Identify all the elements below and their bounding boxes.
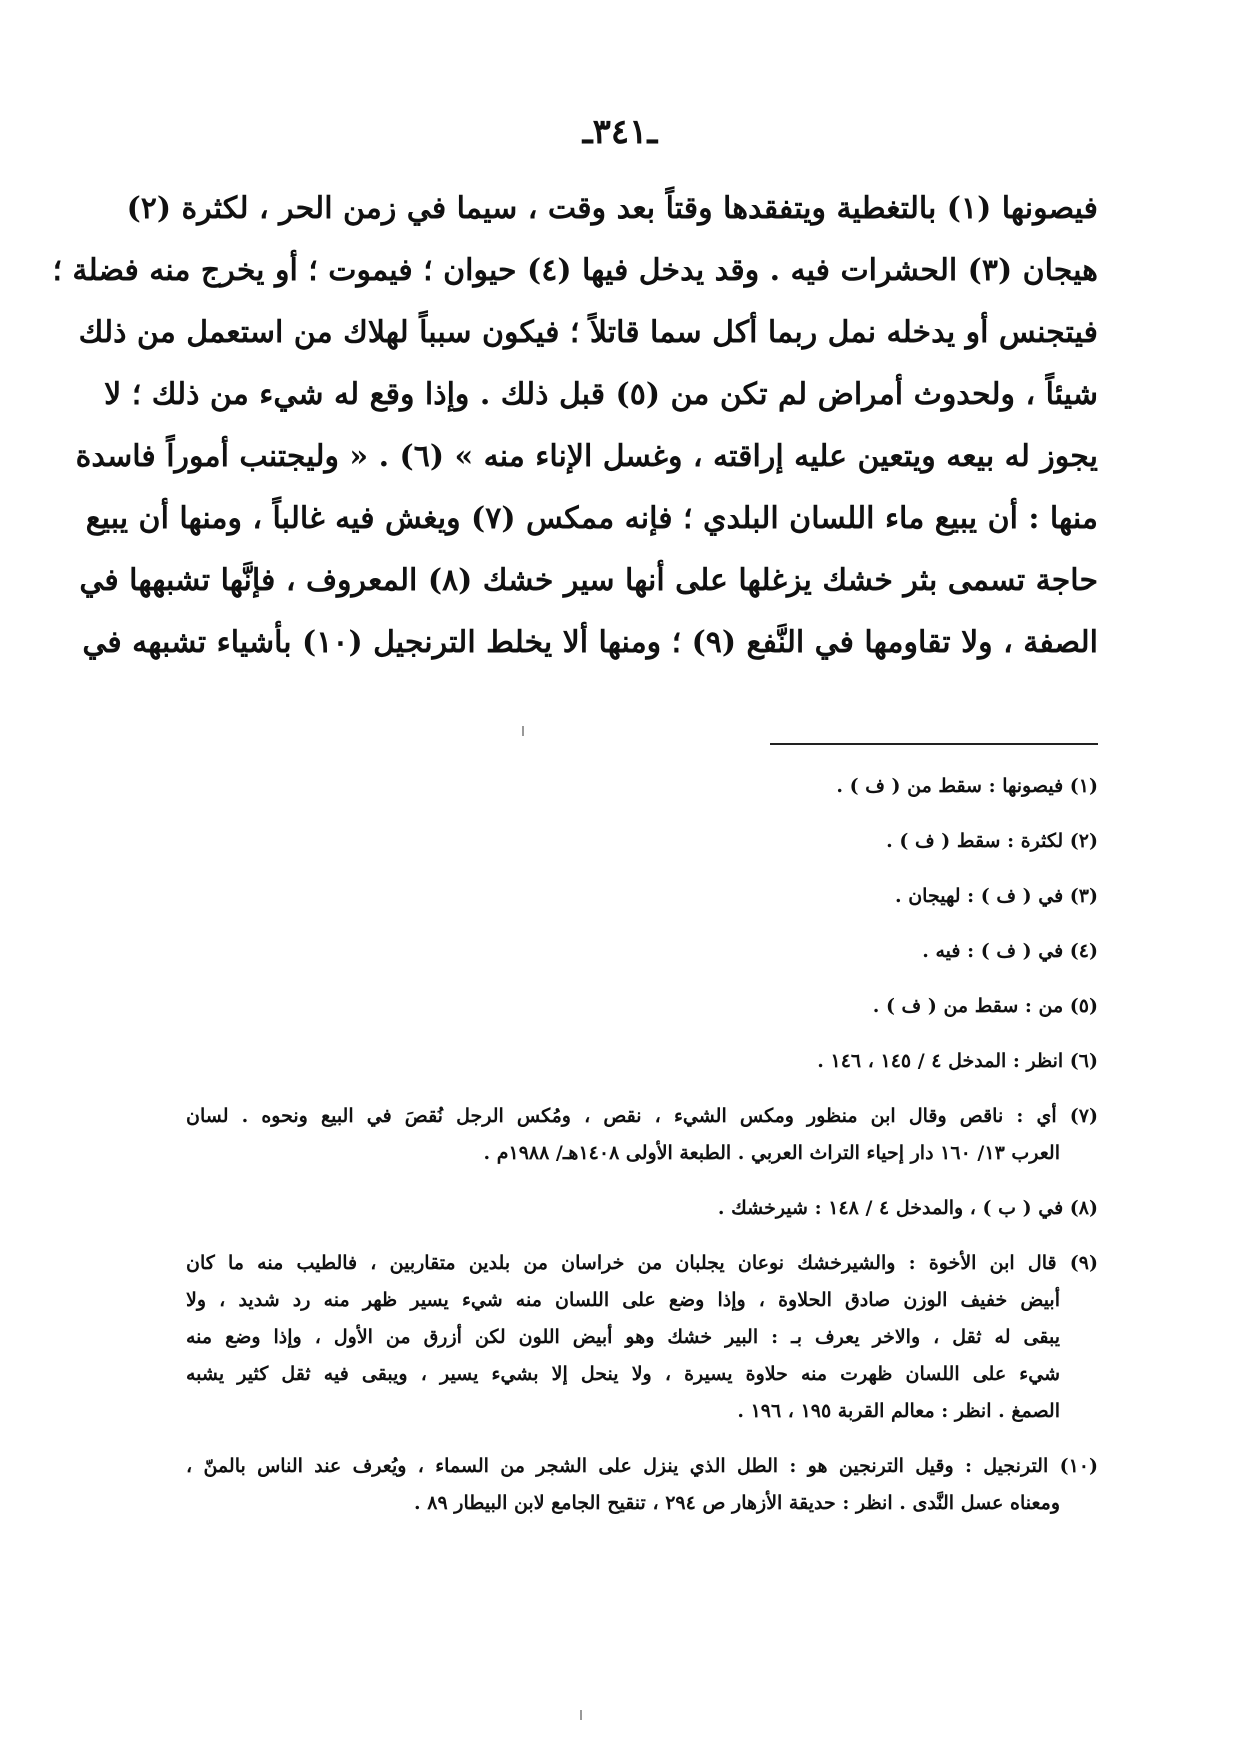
footnote-line: (١) فيصونها : سقط من ( ف ) .	[836, 775, 1098, 797]
main-text	[52, 178, 1098, 674]
text-line: فيتجنس أو يدخله نمل ربما أكل سما قاتلاً ؛ فيكون سبباً لهلاك من استعمل من ذلك	[78, 315, 1098, 350]
footnote-7	[186, 1098, 1098, 1172]
footnote-line: يبقى له ثقل ، والاخر يعرف بـ : البير خشك وهو أبيض اللون لكن أزرق من الأول ، وإذا وضع منه	[186, 1326, 1060, 1348]
footnote-4	[186, 933, 1098, 970]
footnote-line: العرب ١٣/ ١٦٠ دار إحياء التراث العربي . الطبعة الأولى ١٤٠٨هـ/ ١٩٨٨م .	[483, 1142, 1060, 1164]
footnote-line: (٩) قال ابن الأخوة : والشيرخشك نوعان يجلبان من خراسان من بلدين متقاربين ، فالطيب منه ما كان	[186, 1252, 1098, 1274]
text-line: فيصونها (١) بالتغطية ويتفقدها وقتاً بعد وقت ، سيما في زمن الحر ، لكثرة (٢)	[126, 191, 1098, 226]
footnote-line: (٧) أي : ناقص وقال ابن منظور ومكس الشيء ، نقص ، ومُكس الرجل نُقصَ في البيع ونحوه . لسان	[186, 1105, 1098, 1127]
footnote-line: (٢) لكثرة : سقط ( ف ) .	[886, 830, 1098, 852]
footnote-line: أبيض خفيف الوزن صادق الحلاوة ، وإذا وضع على اللسان منه شيء يسير ظهر منه رد شديد ، ولا	[186, 1289, 1060, 1311]
text-line: هيجان (٣) الحشرات فيه . وقد يدخل فيها (٤) حيوان ؛ فيموت ؛ أو يخرج منه فضلة ؛	[52, 253, 1098, 288]
footnote-line: ومعناه عسل النَّدى . انظر : حديقة الأزهار ص ٢٩٤ ، تنقيح الجامع لابن البيطار ٨٩ .	[414, 1492, 1060, 1514]
page-number: ـ٣٤١ـ	[582, 112, 658, 152]
footnote-line: (١٠) الترنجيل : وقيل الترنجين هو : الطل الذي ينزل على الشجر من السماء ، ويُعرف عند الناس بالمنّ ،	[186, 1455, 1098, 1477]
text-line: حاجة تسمى بثر خشك يزغلها على أنها سير خشك (٨) المعروف ، فإنَّها تشبهها في	[79, 563, 1098, 598]
text-line: الصفة ، ولا تقاومها في النَّفع (٩) ؛ ومنها ألا يخلط الترنجيل (١٠) بأشياء تشبهه في	[82, 625, 1098, 660]
footnote-line: شيء على اللسان ظهرت منه حلاوة يسيرة ، ولا ينحل إلا بشيء يسير ، ويبقى فيه ثقل كثير يشبه	[186, 1363, 1060, 1385]
footnote-line: (٨) في ( ب ) ، والمدخل ٤ / ١٤٨ : شيرخشك .	[717, 1197, 1098, 1219]
footnote-5	[186, 988, 1098, 1025]
footnote-6	[186, 1043, 1098, 1080]
footnote-divider	[770, 743, 1098, 745]
footnote-line: (٦) انظر : المدخل ٤ / ١٤٥ ، ١٤٦ .	[817, 1050, 1098, 1072]
footnote-line: (٥) من : سقط من ( ف ) .	[872, 995, 1098, 1017]
footnote-9	[186, 1245, 1098, 1430]
scan-mark	[522, 726, 524, 736]
text-line: منها : أن يبيع ماء اللسان البلدي ؛ فإنه ممكس (٧) ويغش فيه غالباً ، ومنها أن يبيع	[85, 501, 1098, 536]
text-line: يجوز له بيعه ويتعين عليه إراقته ، وغسل الإناء منه » (٦) . « وليجتنب أموراً فاسدة	[75, 439, 1098, 474]
footnote-3	[186, 878, 1098, 915]
scan-mark	[580, 1710, 582, 1720]
footnote-line: (٣) في ( ف ) : لهيجان .	[894, 885, 1098, 907]
footnote-line: (٤) في ( ف ) : فيه .	[922, 940, 1098, 962]
text-line: شيئاً ، ولحدوث أمراض لم تكن من (٥) قبل ذلك . وإذا وقع له شيء من ذلك ؛ لا	[104, 377, 1098, 412]
footnote-line: الصمغ . انظر : معالم القربة ١٩٥ ، ١٩٦ .	[737, 1400, 1060, 1422]
footnote-8	[186, 1190, 1098, 1227]
footnote-2	[186, 823, 1098, 860]
footnotes	[186, 768, 1098, 1540]
footnote-10	[186, 1448, 1098, 1522]
footnote-1	[186, 768, 1098, 805]
